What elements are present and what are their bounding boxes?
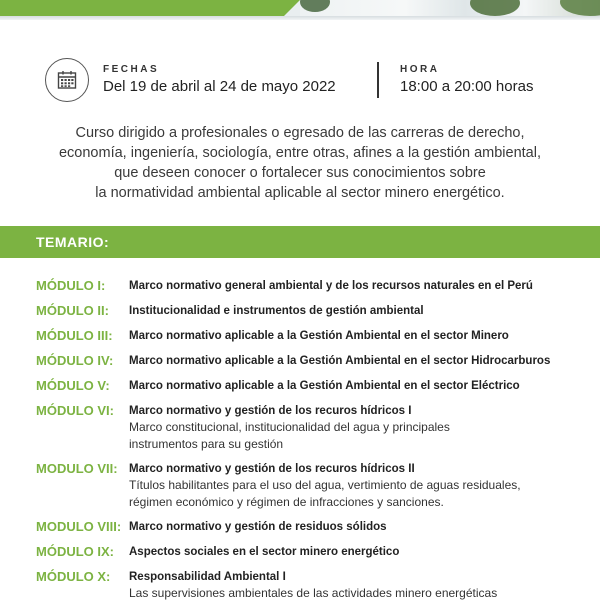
module-code: MODULO VII:	[36, 461, 118, 476]
module-title: Marco normativo y gestión de los recuros hídricos I	[129, 405, 412, 417]
module-item	[0, 328, 600, 344]
module-title: Aspectos sociales en el sector minero energético	[129, 546, 400, 558]
calendar-icon	[45, 58, 89, 102]
module-body	[129, 544, 399, 560]
module-description: Títulos habilitantes para el uso del agua, vertimiento de aguas residuales,	[129, 478, 521, 492]
module-description: instrumentos para su gestión	[129, 436, 284, 451]
module-description: régimen económico y régimen de infracciones y sanciones.	[129, 494, 444, 509]
module-code: MÓDULO III:	[36, 328, 113, 343]
module-code: MÓDULO X:	[36, 569, 111, 584]
temario-header	[0, 226, 600, 258]
description-line: economía, ingeniería, sociología, entre otras, afines a la gestión ambiental,	[58, 145, 541, 161]
description-line: la normatividad ambiental aplicable al sector minero energético.	[95, 185, 505, 201]
module-title: Marco normativo aplicable a la Gestión Ambiental en el sector Minero	[129, 330, 509, 342]
module-code: MÓDULO IV:	[36, 353, 114, 368]
module-list	[0, 278, 600, 611]
module-body	[129, 519, 387, 535]
module-description: Marco constitucional, institucionalidad del agua y principales	[129, 420, 450, 434]
banner-shadow	[0, 16, 600, 20]
module-code: MÓDULO II:	[36, 303, 109, 318]
description-line: que deseen conocer o fortalecer sus conocimientos sobre	[114, 165, 486, 181]
dates-value: Del 19 de abril al 24 de mayo 2022	[103, 78, 336, 95]
module-body	[129, 569, 497, 602]
module-item	[0, 378, 600, 394]
dates-label: FECHAS	[103, 64, 160, 75]
module-item	[0, 353, 600, 369]
module-title: Responsabilidad Ambiental I	[129, 571, 286, 583]
module-title: Marco normativo y gestión de los recuros hídricos II	[129, 463, 415, 475]
module-title: Institucionalidad e instrumentos de gestión ambiental	[129, 305, 424, 317]
module-title: Marco normativo y gestión de residuos sólidos	[129, 521, 387, 533]
module-code: MÓDULO VI:	[36, 403, 114, 418]
module-item	[0, 403, 600, 452]
time-label: HORA	[400, 64, 440, 75]
description-line: Curso dirigido a profesionales o egresado de las carreras de derecho,	[75, 125, 525, 141]
divider	[377, 62, 379, 98]
module-code: MODULO VIII:	[36, 519, 122, 534]
time-value: 18:00 a 20:00 horas	[400, 78, 534, 95]
module-body	[129, 303, 424, 319]
module-title: Marco normativo aplicable a la Gestión Ambiental en el sector Hidrocarburos	[129, 355, 551, 367]
module-code: MÓDULO V:	[36, 378, 110, 393]
module-item	[0, 569, 600, 602]
module-title: Marco normativo general ambiental y de los recursos naturales en el Perú	[129, 280, 533, 292]
module-item	[0, 461, 600, 510]
module-body	[129, 353, 550, 369]
module-body	[129, 278, 533, 294]
module-code: MÓDULO IX:	[36, 544, 114, 559]
module-body	[129, 461, 521, 510]
course-description	[20, 123, 580, 203]
module-item	[0, 544, 600, 560]
module-item	[0, 303, 600, 319]
module-body	[129, 378, 520, 394]
module-code: MÓDULO I:	[36, 278, 106, 293]
module-item	[0, 278, 600, 294]
module-title: Marco normativo aplicable a la Gestión Ambiental en el sector Eléctrico	[129, 380, 520, 392]
module-body	[129, 328, 509, 344]
module-description: Las supervisiones ambientales de las actividades minero energéticas	[129, 586, 498, 600]
module-item	[0, 519, 600, 535]
temario-title: TEMARIO:	[36, 234, 110, 250]
header-banner	[0, 0, 600, 20]
module-body	[129, 403, 450, 452]
